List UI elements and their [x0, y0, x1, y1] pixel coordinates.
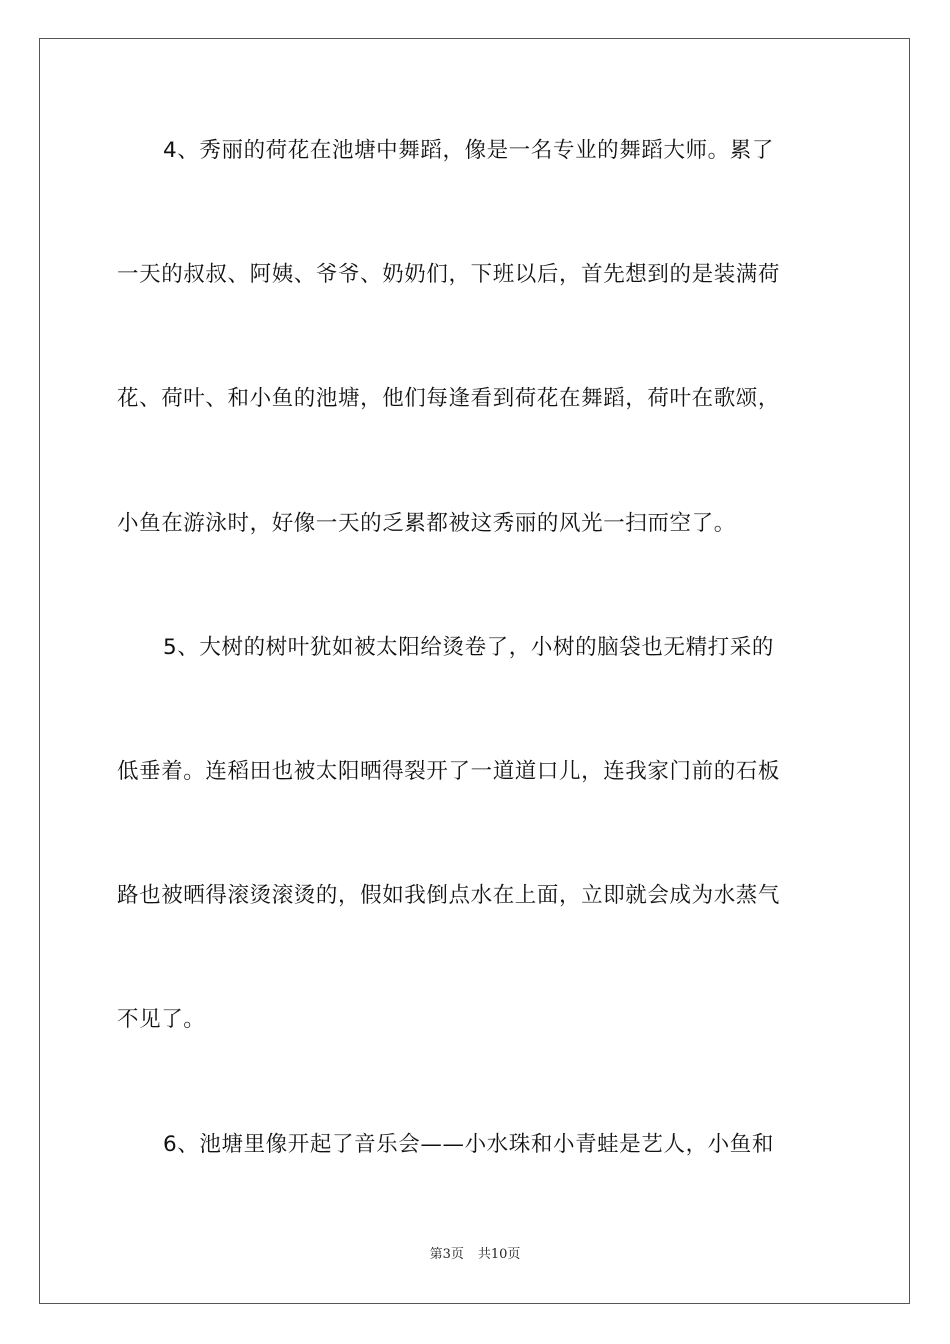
paragraph-4-line-4: 小鱼在游泳时，好像一天的乏累都被这秀丽的风光一扫而空了。	[117, 511, 736, 536]
page-number: 第3页	[429, 1247, 464, 1262]
paragraph-4-line-3: 花、荷叶、和小鱼的池塘，他们每逢看到荷花在舞蹈，荷叶在歌颂，	[117, 386, 781, 411]
paragraph-4-line-1: 4、秀丽的荷花在池塘中舞蹈，像是一名专业的舞蹈大师。累了	[163, 138, 774, 163]
paragraph-4-line-2: 一天的叔叔、阿姨、爷爷、奶奶们，下班以后，首先想到的是装满荷	[117, 262, 781, 287]
paragraph-5-line-3: 路也被晒得滚烫滚烫的，假如我倒点水在上面，立即就会成为水蒸气	[117, 883, 781, 908]
paragraph-5-line-1: 5、大树的树叶犹如被太阳给烫卷了，小树的脑袋也无精打采的	[163, 635, 774, 660]
page-border	[39, 38, 910, 1304]
paragraph-5-line-4: 不见了。	[117, 1007, 206, 1032]
paragraph-6-line-1: 6、池塘里像开起了音乐会——小水珠和小青蛙是艺人，小鱼和	[163, 1132, 774, 1157]
page-total: 共10页	[477, 1247, 521, 1262]
paragraph-5-line-2: 低垂着。连稻田也被太阳晒得裂开了一道道口儿，连我家门前的石板	[117, 759, 781, 784]
page-footer	[0, 1246, 950, 1264]
